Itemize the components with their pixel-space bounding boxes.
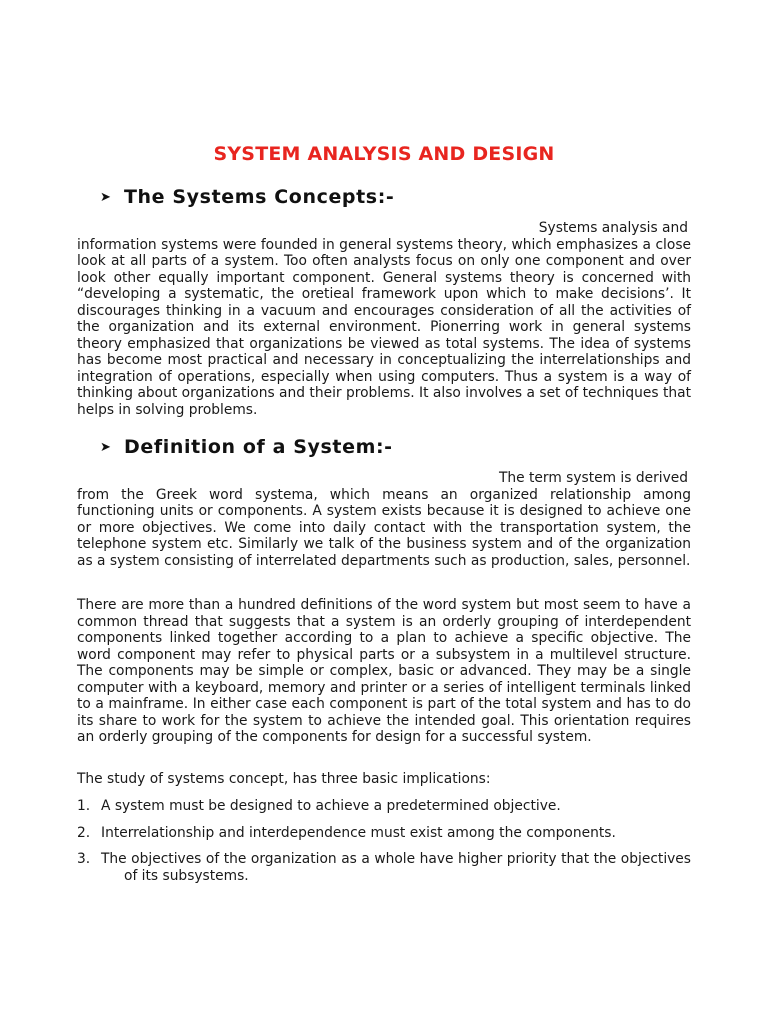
list-item-text: Interrelationship and interdependence must exist among the components. — [101, 824, 616, 841]
list-item-number: 1. — [77, 798, 91, 814]
paragraph-definition — [77, 470, 691, 569]
list-item-number: 3. — [77, 851, 91, 867]
list-item-text: The objectives of the organization as a whole have higher priority that the objectives of its subsystems. — [101, 851, 691, 884]
paragraph-lead: Systems analysis and — [538, 220, 688, 236]
paragraph-lead: The term system is derived — [498, 470, 688, 486]
section-heading-systems-concepts — [100, 186, 394, 208]
list-item — [77, 825, 691, 842]
paragraph-definitions-count: There are more than a hundred definitions of the word system but most seem to have a common thread that suggests that a system is an orderly grouping of interdependent components linked together according to a plan to achieve a specific objective. The word component may refer to physical parts or a subsystem in a multilevel structure. The components may be simple or complex, basic or advanced. They may be a single computer with a keyboard, memory and printer or a series of intelligent terminals linked to a mainframe. In either case each component is part of the total system and has to do its share to work for the system to achieve the intended goal. This orientation requires an orderly grouping of the components for design for a successful system. — [77, 597, 691, 745]
section-heading-text: Definition of a System:- — [124, 436, 393, 458]
paragraph-systems-concepts — [77, 220, 691, 418]
arrow-bullet-icon: ➤ — [100, 440, 112, 455]
list-item — [77, 851, 691, 884]
paragraph-text: from the Greek word systema, which means an organized relationship among functioning units or components. A system exists because it is designed to achieve one or more objectives. We come into daily contact with the transportation system, the telephone system etc. Similarly we talk of the business system and of the organization as a system consisting of interrelated departments such as production, sales, personnel. — [77, 486, 691, 569]
list-item-number: 2. — [77, 824, 91, 841]
section-heading-text: The Systems Concepts:- — [124, 186, 395, 208]
list-item-text: A system must be designed to achieve a predetermined objective. — [101, 798, 561, 814]
implications-list — [77, 798, 691, 894]
paragraph-implications-intro: The study of systems concept, has three basic implications: — [77, 771, 491, 787]
document-title: SYSTEM ANALYSIS AND DESIGN — [213, 143, 555, 165]
paragraph-text: information systems were founded in general systems theory, which emphasizes a close look at all parts of a system. Too often analysts focus on only one component and over look other equally important component. General systems theory is concerned with “developing a systematic, the oretieal framework upon which to make decisions’. It discourages thinking in a vacuum and encourages consideration of all the activities of the organization and its external environment. Pionerring work in general systems theory emphasized that organizations be viewed as total systems. The idea of systems has become most practical and necessary in conceptualizing the interrelationships and integration of operations, especially when using computers. Thus a system is a way of thinking about organizations and their problems. It also involves a set of techniques that helps in solving problems. — [77, 236, 691, 418]
arrow-bullet-icon: ➤ — [100, 190, 112, 205]
section-heading-definition-of-system — [100, 436, 393, 458]
list-item — [77, 798, 691, 815]
